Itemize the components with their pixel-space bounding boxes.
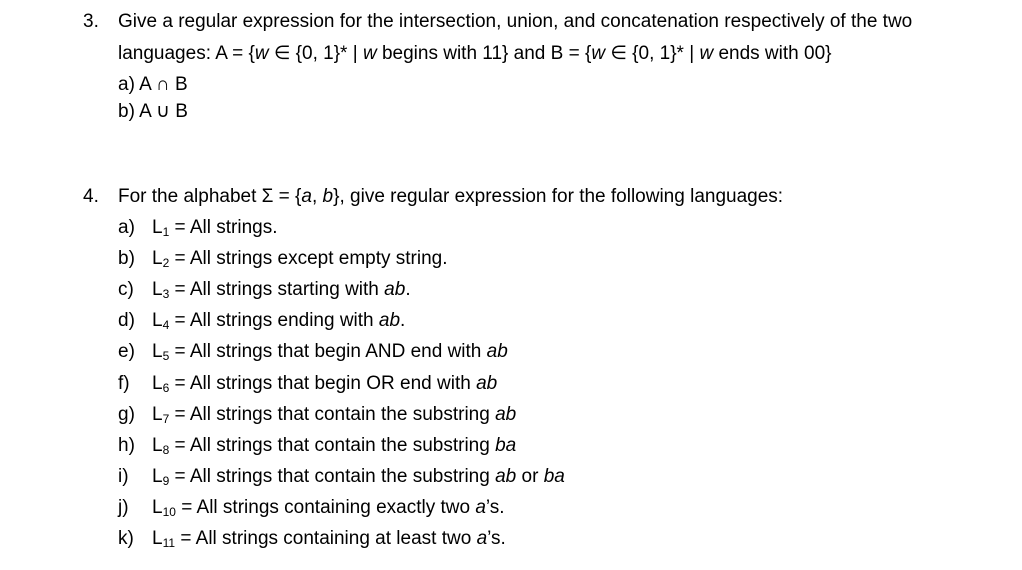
- question-3-line-1: Give a regular expression for the intersection, union, and concatenation respectively of the two: [118, 11, 913, 32]
- language-item: [118, 404, 516, 430]
- q3-line2-suffix: ends with 00}: [713, 43, 832, 64]
- language-name: L: [152, 435, 163, 456]
- item-label: i): [118, 466, 129, 487]
- q3-line2-prefix: languages: A = {: [118, 43, 255, 64]
- q3-line2-mid1: ∈ {0, 1}* |: [268, 43, 363, 64]
- q4-symbol-a: a: [301, 186, 312, 207]
- language-subscript: 3: [162, 287, 170, 301]
- language-item: [118, 310, 405, 336]
- item-label: j): [118, 497, 129, 518]
- description-tail: ’s.: [485, 497, 505, 518]
- language-description: = All strings containing at least two: [175, 528, 477, 549]
- language-description: = All strings that contain the substring: [169, 435, 496, 456]
- italic-term: ab: [476, 373, 498, 394]
- language-item: [118, 248, 448, 274]
- italic-term: ab: [486, 341, 508, 362]
- q3-line2-mid3: ∈ {0, 1}* |: [605, 43, 700, 64]
- description-tail: .: [405, 279, 411, 300]
- language-name: L: [152, 466, 163, 487]
- language-description: = All strings.: [169, 217, 278, 238]
- language-subscript: 4: [162, 318, 170, 332]
- italic-term: a: [476, 528, 488, 549]
- language-subscript: 5: [162, 349, 170, 363]
- language-item: [118, 528, 506, 554]
- question-3-part-b: b) A ∪ B: [118, 101, 188, 122]
- q4-intro-prefix: For the alphabet Σ = {: [118, 186, 302, 207]
- language-item: [118, 217, 278, 243]
- q3-var-w: w: [591, 43, 606, 64]
- italic-term: ba: [543, 466, 565, 487]
- q4-intro-sep: ,: [311, 186, 323, 207]
- language-item: [118, 466, 565, 492]
- italic-term: ab: [495, 404, 517, 425]
- italic-term: ab: [495, 466, 517, 487]
- item-label: a): [118, 217, 135, 238]
- q3-line2-mid2: begins with 11} and B = {: [376, 43, 592, 64]
- language-item: [118, 373, 497, 399]
- language-subscript: 2: [162, 256, 170, 270]
- question-4-intro: [118, 186, 783, 208]
- q3-var-w: w: [362, 43, 377, 64]
- italic-term: ab: [378, 310, 401, 331]
- description-tail: .: [400, 310, 406, 331]
- question-3-line-2: [118, 43, 831, 65]
- description-tail: ’s.: [487, 528, 506, 549]
- language-item: [118, 341, 508, 367]
- language-item: [118, 435, 516, 461]
- language-name: L: [152, 248, 163, 269]
- language-description: = All strings that begin AND end with: [169, 341, 487, 362]
- item-label: e): [118, 341, 135, 362]
- language-description: = All strings that contain the substring: [169, 466, 496, 487]
- item-label: d): [118, 310, 135, 331]
- language-subscript: 10: [162, 505, 176, 519]
- item-label: g): [118, 404, 135, 425]
- q4-intro-suffix: }, give regular expression for the following languages:: [333, 186, 784, 207]
- language-name: L: [152, 310, 163, 331]
- language-item: [118, 497, 505, 523]
- question-3-part-a: a) A ∩ B: [118, 74, 188, 95]
- language-name: L: [152, 341, 163, 362]
- item-label: h): [118, 435, 135, 456]
- language-description: = All strings that begin OR end with: [169, 373, 477, 394]
- language-description: = All strings that contain the substring: [169, 404, 496, 425]
- language-name: L: [152, 373, 163, 394]
- item-label: f): [118, 373, 130, 394]
- language-subscript: 9: [162, 474, 170, 488]
- language-description: = All strings except empty string.: [169, 248, 448, 269]
- italic-term: a: [475, 497, 486, 518]
- item-label: k): [118, 528, 134, 549]
- description-tail: or: [516, 466, 544, 487]
- italic-term: ba: [495, 435, 517, 456]
- item-label: b): [118, 248, 135, 269]
- language-subscript: 7: [162, 412, 170, 426]
- q3-var-w: w: [699, 43, 714, 64]
- question-3-number: 3.: [83, 11, 99, 32]
- language-subscript: 1: [162, 225, 170, 239]
- language-name: L: [152, 528, 163, 549]
- q4-symbol-b: b: [322, 186, 334, 207]
- language-subscript: 8: [162, 443, 170, 457]
- language-description: = All strings starting with: [169, 279, 385, 300]
- italic-term: ab: [384, 279, 406, 300]
- language-subscript: 6: [162, 381, 170, 395]
- language-name: L: [152, 404, 163, 425]
- question-4-number: 4.: [83, 186, 99, 207]
- language-name: L: [152, 217, 163, 238]
- language-item: [118, 279, 411, 305]
- language-description: = All strings ending with: [169, 310, 379, 331]
- language-description: = All strings containing exactly two: [175, 497, 476, 518]
- item-label: c): [118, 279, 134, 300]
- language-name: L: [152, 279, 163, 300]
- language-name: L: [152, 497, 163, 518]
- language-subscript: 11: [162, 536, 176, 550]
- q3-var-w: w: [254, 43, 269, 64]
